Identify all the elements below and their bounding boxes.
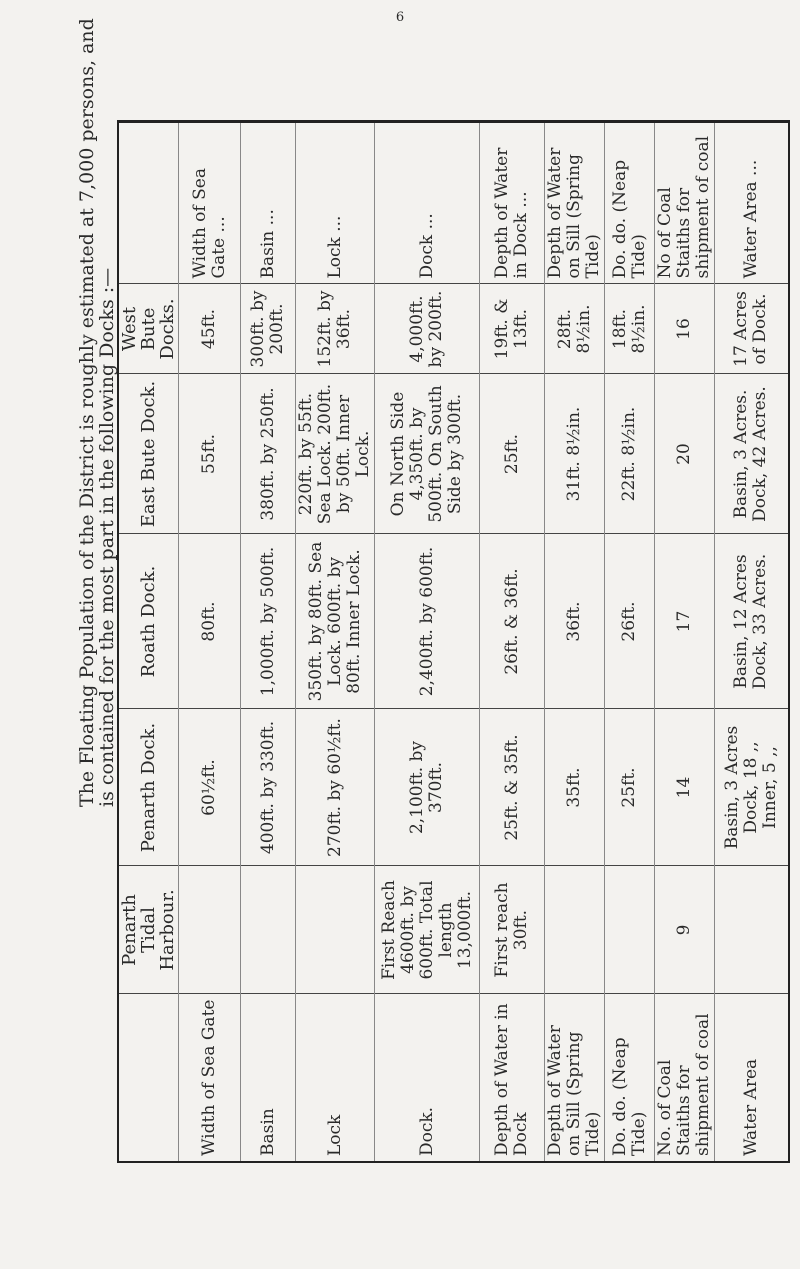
table-cell: Basin, 3 Acres Dock, 18 ,, Inner, 5 ,,: [715, 709, 789, 866]
table-cell: 26ft.: [605, 534, 655, 709]
page-number: 6: [395, 10, 405, 25]
table-cell: 31ft. 8½in.: [545, 374, 605, 534]
row-label: Lock: [296, 994, 375, 1162]
table-cell: 270ft. by 60½ft.: [296, 709, 375, 866]
table-row: [715, 122, 789, 1162]
table-cell: 2,100ft. by 370ft.: [375, 709, 480, 866]
table-cell: 28ft. 8½in.: [545, 284, 605, 374]
table-cell: 9: [655, 866, 715, 994]
table-cell: 22ft. 8½in.: [605, 374, 655, 534]
dock-name-header: East Bute Dock.: [118, 374, 179, 534]
table-cell: 152ft. by 36ft.: [296, 284, 375, 374]
table-cell: [715, 866, 789, 994]
table-cell: On North Side 4,350ft. by 500ft. On South Side by 300ft.: [375, 374, 480, 534]
table-cell: 60½ft.: [179, 709, 241, 866]
table-cell: 17: [655, 534, 715, 709]
docks-table: [117, 121, 790, 1164]
table-cell: 55ft.: [179, 374, 241, 534]
table-row: [480, 122, 545, 1162]
row-label: Do. do. (Neap Tide): [605, 994, 655, 1162]
row-label-repeat: Lock ...: [296, 122, 375, 284]
docks-table-body: [118, 122, 789, 1162]
row-label: Dock.: [375, 994, 480, 1162]
dock-name-header: Roath Dock.: [118, 534, 179, 709]
table-row: [655, 122, 715, 1162]
table-cell: Basin, 3 Acres. Dock, 42 Acres.: [715, 374, 789, 534]
table-row: [545, 122, 605, 1162]
row-label-repeat: No of Coal Staiths for shipment of coal: [655, 122, 715, 284]
header-blank: [118, 994, 179, 1162]
table-cell: 1,000ft. by 500ft.: [241, 534, 296, 709]
table-cell: [545, 866, 605, 994]
row-label-repeat: Width of Sea Gate ...: [179, 122, 241, 284]
header-blank: [118, 122, 179, 284]
table-cell: 350ft. by 80ft. Sea Lock. 600ft. by 80ft. Inner Lock.: [296, 534, 375, 709]
header-row: [118, 122, 179, 1162]
table-cell: 36ft.: [545, 534, 605, 709]
table-row: [241, 122, 296, 1162]
table-row: [375, 122, 480, 1162]
table-cell: 16: [655, 284, 715, 374]
table-row: [605, 122, 655, 1162]
table-cell: Basin, 12 Acres Dock, 33 Acres.: [715, 534, 789, 709]
row-label: Width of Sea Gate: [179, 994, 241, 1162]
dock-name-header: Penarth Tidal Harbour.: [118, 866, 179, 994]
table-cell: 18ft. 8½in.: [605, 284, 655, 374]
table-cell: 20: [655, 374, 715, 534]
row-label-repeat: Do. do. (Neap Tide): [605, 122, 655, 284]
row-label-repeat: Dock ...: [375, 122, 480, 284]
table-cell: 4,000ft. by 200ft.: [375, 284, 480, 374]
row-label: No. of Coal Staiths for shipment of coal: [655, 994, 715, 1162]
row-label-repeat: Depth of Water in Dock ...: [480, 122, 545, 284]
table-cell: First Reach 4600ft. by 600ft. Total length 13,000ft.: [375, 866, 480, 994]
table-cell: 14: [655, 709, 715, 866]
table-cell: 300ft. by 200ft.: [241, 284, 296, 374]
table-row: [296, 122, 375, 1162]
table-cell: [296, 866, 375, 994]
table-cell: [605, 866, 655, 994]
table-cell: [241, 866, 296, 994]
intro-caption: The Floating Population of the District is roughly estimated at 7,000 persons, and is contained for the most part in the following Docks :—: [76, 18, 118, 807]
row-label: Depth of Water on Sill (Spring Tide): [545, 994, 605, 1162]
table-cell: 220ft. by 55ft. Sea Lock. 200ft. by 50ft. Inner Lock.: [296, 374, 375, 534]
table-cell: 19ft. & 13ft.: [480, 284, 545, 374]
row-label: Depth of Water in Dock: [480, 994, 545, 1162]
table-cell: 45ft.: [179, 284, 241, 374]
dock-name-header: Penarth Dock.: [118, 709, 179, 866]
table-cell: 2,400ft. by 600ft.: [375, 534, 480, 709]
table-cell: First reach 30ft.: [480, 866, 545, 994]
table-row: [179, 122, 241, 1162]
table-cell: 17 Acres of Dock.: [715, 284, 789, 374]
row-label-repeat: Depth of Water on Sill (Spring Tide): [545, 122, 605, 284]
table-cell: 25ft. & 35ft.: [480, 709, 545, 866]
table-cell: 26ft. & 36ft.: [480, 534, 545, 709]
row-label-repeat: Basin ...: [241, 122, 296, 284]
table-cell: 400ft. by 330ft.: [241, 709, 296, 866]
table-cell: 25ft.: [605, 709, 655, 866]
table-cell: [179, 866, 241, 994]
row-label: Water Area: [715, 994, 789, 1162]
row-label: Basin: [241, 994, 296, 1162]
table-cell: 25ft.: [480, 374, 545, 534]
rotated-table-wrapper: [117, 123, 780, 1163]
dock-name-header: West Bute Docks.: [118, 284, 179, 374]
table-cell: 80ft.: [179, 534, 241, 709]
table-cell: 35ft.: [545, 709, 605, 866]
table-cell: 380ft. by 250ft.: [241, 374, 296, 534]
row-label-repeat: Water Area ...: [715, 122, 789, 284]
